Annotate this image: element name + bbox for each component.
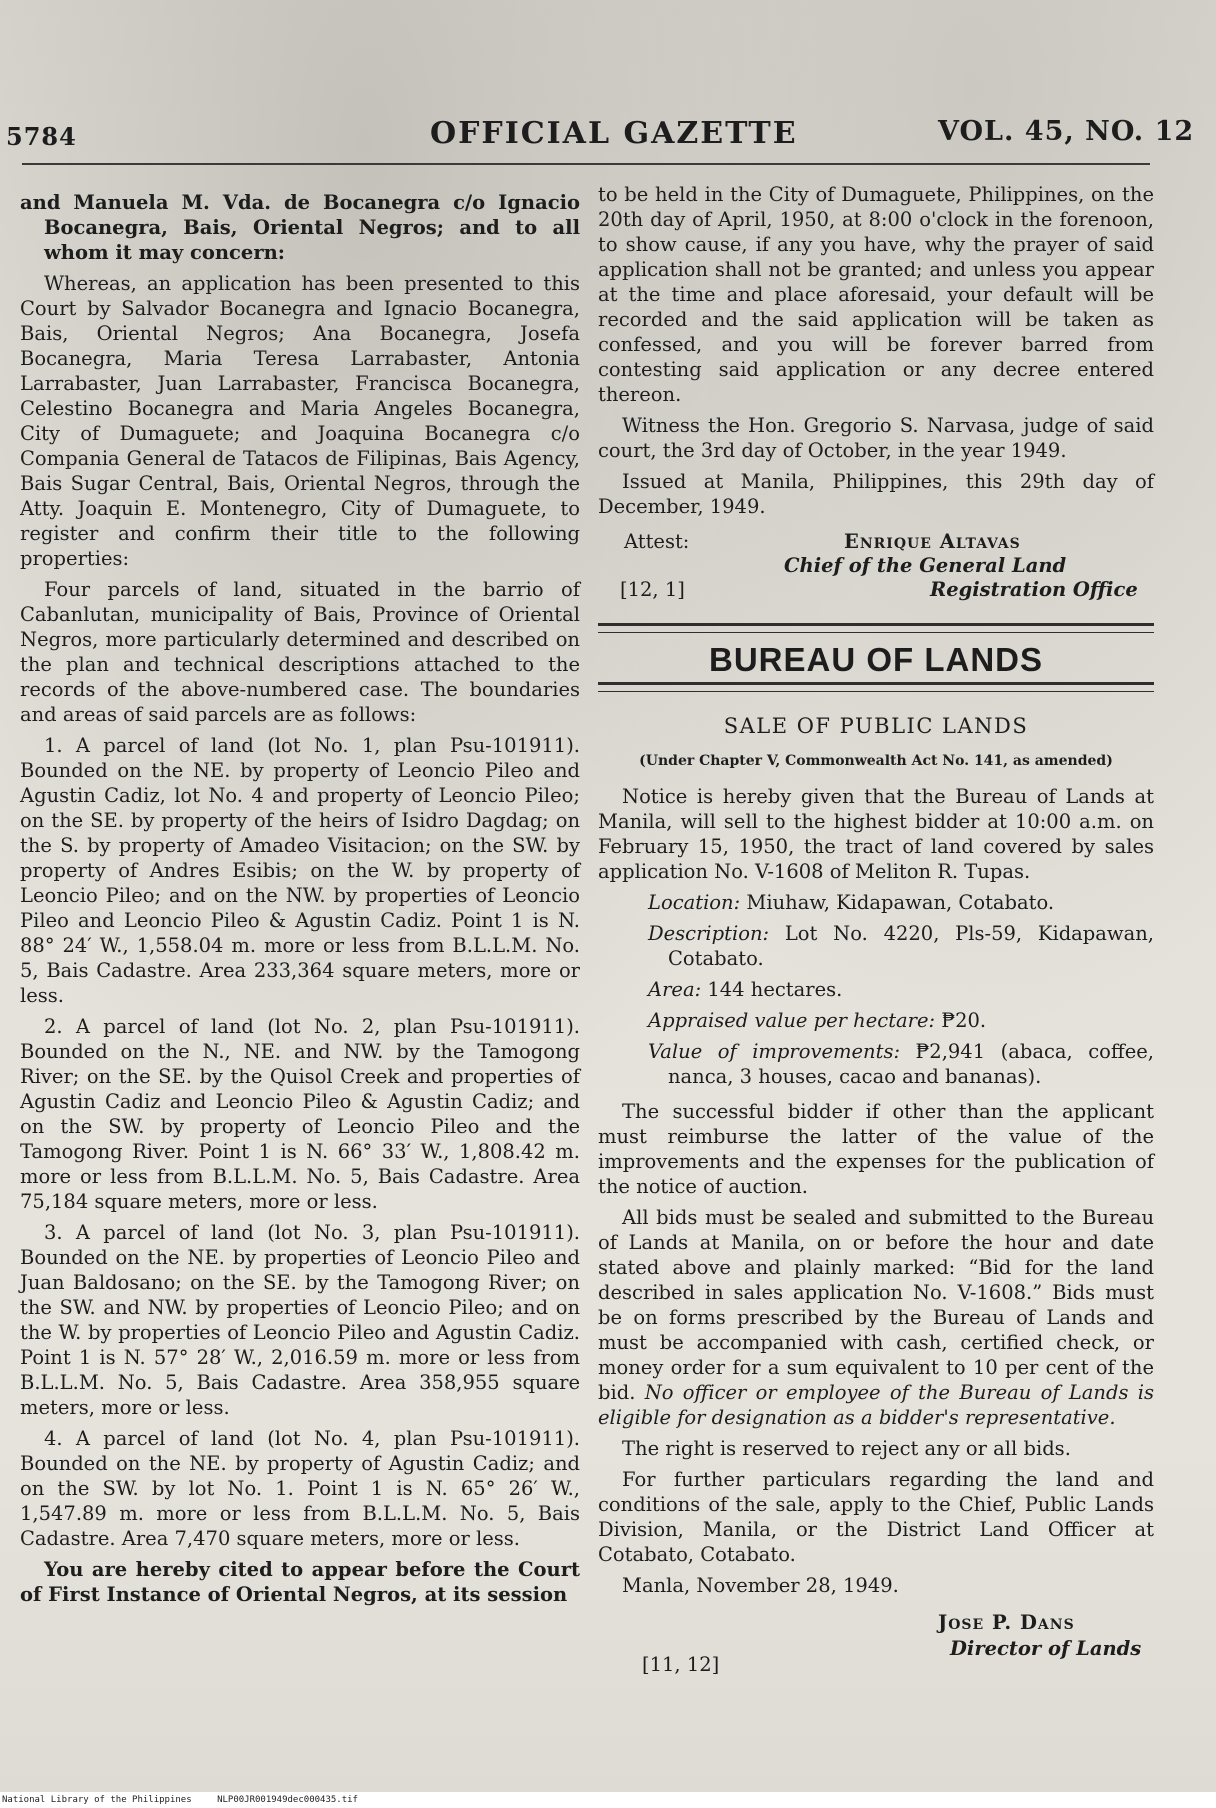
appraised-line [598, 1008, 1154, 1033]
parcel-4-paragraph: 4. A parcel of land (lot No. 4, plan Psu-101911). Bounded on the NE. by property of Agustin Cadiz; and on the SW. by lot No. 1. Point 1 is N. 65° 26′ W., 1,547.89 m. more or less from B.L.L.M. No. 5, Bais Cadastre. Area 7,470 square meters, more or less. [20, 1427, 580, 1550]
signature-block [598, 1606, 1154, 1686]
addressee-paragraph: and Manuela M. Vda. de Bocanegra c/o Ignacio Bocanegra, Bais, Oriental Negros; and to all whom it may concern: [20, 191, 580, 264]
witness-paragraph: Witness the Hon. Gregorio S. Narvasa, judge of said court, the 3rd day of October, in the year 1949. [598, 414, 1154, 462]
volume-number: VOL. 45, NO. 12 [938, 116, 1195, 147]
date-line: Manla, November 28, 1949. [622, 1574, 899, 1597]
signatory-name: Jose P. Dans [938, 1611, 1075, 1634]
improvements-line [598, 1039, 1154, 1089]
attest-block [598, 529, 1154, 613]
scan-filename: NLP00JR001949dec000435.tif [217, 1795, 358, 1805]
location-label: Location: [648, 891, 741, 914]
left-column [20, 190, 580, 1613]
scan-footer [0, 1792, 1216, 1808]
parcel-1-paragraph: 1. A parcel of land (lot No. 1, plan Psu-101911). Bounded on the NE. by property of Leoncio Pileo and Agustin Cadiz, lot No. 4 and property of Leoncio Pileo; on the SE. by property of the heirs of Isidro Dagdag; on the S. by property of Amadeo Visitacion; on the SW. by property of Andres Esibis; on the W. by property of Leoncio Pileo; and on the NW. by properties of Leoncio Pileo and Leoncio Pileo & Agustin Cadiz. Point 1 is N. 88° 24′ W., 1,558.04 m. more or less from B.L.L.M. No. 5, Bais Cadastre. Area 233,364 square meters, more or less. [20, 734, 580, 1007]
parcels-intro-paragraph: Four parcels of land, situated in the barrio of Cabanlutan, municipality of Bais, Province of Oriental Negros, more particularly determined and described on the plan and technical descriptions attached to the records of the above-numbered case. The boundaries and areas of said parcels are as follows: [20, 578, 580, 726]
hearing-paragraph: to be held in the City of Dumaguete, Philippines, on the 20th day of April, 1950, at 8:00 o'clock in the forenoon, to show cause, if any you have, why the prayer of said application shall not be granted; and unless you appear at the time and place aforesaid, your default will be recorded and the said application will be taken as confessed, and you will be forever barred from contesting said application or any decree entered thereon. [598, 183, 1154, 406]
bids-italic-text: No officer or employee of the Bureau of Lands is eligible for designation as a bidder's representative. [598, 1381, 1154, 1429]
appraised-label: Appraised value per hectare: [648, 1009, 936, 1032]
attest-signatory: Enrique Altavas [844, 530, 1021, 553]
page-number: 5784 [6, 122, 77, 151]
signatory-title: Director of Lands [950, 1637, 1142, 1660]
issued-paragraph: Issued at Manila, Philippines, this 29th day of December, 1949. [598, 470, 1154, 518]
particulars-paragraph: For further particulars regarding the land and conditions of the sale, apply to the Chief, Public Lands Division, Manila, or the District Land Officer at Cotabato, Cotabato. [598, 1468, 1154, 1566]
parcel-2-paragraph: 2. A parcel of land (lot No. 2, plan Psu-101911). Bounded on the N., NE. and NW. by the Tamogong River; on the SE. by the Quisol Creek and properties of Agustin Cadiz and Leoncio Pileo & Agustin Cadiz; and on the SW. by property of Leoncio Pileo and the Tamogong River. Point 1 is N. 66° 33′ W., 1,808.42 m. more or less from B.L.L.M. No. 5, Bais Cadastre. Area 75,184 square meters, more or less. [20, 1015, 580, 1213]
bids-text: All bids must be sealed and submitted to the Bureau of Lands at Manila, on or before the hour and date stated above and plainly marked: “Bid for the land described in sales application No. V-1608.” Bids must be on forms prescribed by the Bureau of Lands and must be accompanied with cash, certified check, or money order for a sum equivalent to 10 per cent of the bid. [598, 1206, 1154, 1404]
parcel-3-paragraph: 3. A parcel of land (lot No. 3, plan Psu-101911). Bounded on the NE. by properties of Leoncio Pileo and Juan Baldosano; on the SE. by the Tamogong River; on the SW. and NW. by properties of Leoncio Pileo; and on the W. by properties of Leoncio Pileo and Agustin Cadiz. Point 1 is N. 57° 28′ W., 2,016.59 m. more or less from B.L.L.M. No. 5, Bais Cadastre. Area 358,955 square meters, more or less. [20, 1221, 580, 1419]
signature-reference: [11, 12] [642, 1653, 720, 1676]
bids-paragraph [598, 1205, 1154, 1430]
area-label: Area: [648, 978, 702, 1001]
attest-title-line-2: Registration Office [930, 578, 1138, 601]
attest-label: Attest: [624, 530, 690, 553]
location-value: Miuhaw, Kidapawan, Cotabato. [746, 891, 1055, 914]
reserve-paragraph: The right is reserved to reject any or all bids. [622, 1437, 1071, 1460]
page-header [0, 112, 1216, 152]
location-line [598, 890, 1154, 915]
description-line [598, 921, 1154, 971]
improvements-value: ₱2,941 (abaca, coffee, nanca, 3 houses, cacao and bananas). [668, 1040, 1154, 1088]
act-note: (Under Chapter V, Commonwealth Act No. 141, as amended) [639, 753, 1113, 769]
citation-paragraph: You are hereby cited to appear before the Court of First Instance of Oriental Negros, at its session [20, 1558, 580, 1606]
attest-reference: [12, 1] [620, 578, 685, 601]
description-value: Lot No. 4220, Pls-59, Kidapawan, Cotabato. [668, 922, 1154, 970]
improvements-label: Value of improvements: [648, 1040, 901, 1063]
area-line [598, 977, 1154, 1002]
section-divider-top [598, 623, 1154, 633]
reimburse-paragraph: The successful bidder if other than the applicant must reimburse the latter of the value of the improvements and the expenses for the publication of the notice of auction. [598, 1100, 1154, 1198]
section-divider-bottom [598, 682, 1154, 692]
appraised-value: ₱20. [941, 1009, 987, 1032]
header-divider [22, 163, 1150, 165]
notice-paragraph: Notice is hereby given that the Bureau of Lands at Manila, will sell to the highest bidder at 10:00 a.m. on February 15, 1950, the tract of land covered by sales application No. V-1608 of Meliton R. Tupas. [598, 785, 1154, 883]
attest-title-line-1: Chief of the General Land [784, 554, 1067, 577]
library-credit: National Library of the Philippines [2, 1795, 192, 1805]
right-column [598, 182, 1154, 1686]
section-heading: BUREAU OF LANDS [709, 641, 1043, 678]
description-label: Description: [648, 922, 770, 945]
sale-heading: SALE OF PUBLIC LANDS [723, 714, 1029, 738]
area-value: 144 hectares. [707, 978, 843, 1001]
publication-title: OFFICIAL GAZETTE [430, 116, 798, 151]
whereas-paragraph: Whereas, an application has been presented to this Court by Salvador Bocanegra and Ignacio Bocanegra, Bais, Oriental Negros; Ana Bocanegra, Josefa Bocanegra, Maria Teresa Larrabaster, Antonia Larrabaster, Juan Larrabaster, Francisca Bocanegra, Celestino Bocanegra and Maria Angeles Bocanegra, City of Dumaguete; and Joaquina Bocanegra c/o Compania General de Tatacos de Filipinas, Bais Agency, Bais Sugar Central, Bais, Oriental Negros, through the Atty. Joaquin E. Montenegro, City of Dumaguete, to register and confirm their title to the following properties: [20, 272, 580, 570]
